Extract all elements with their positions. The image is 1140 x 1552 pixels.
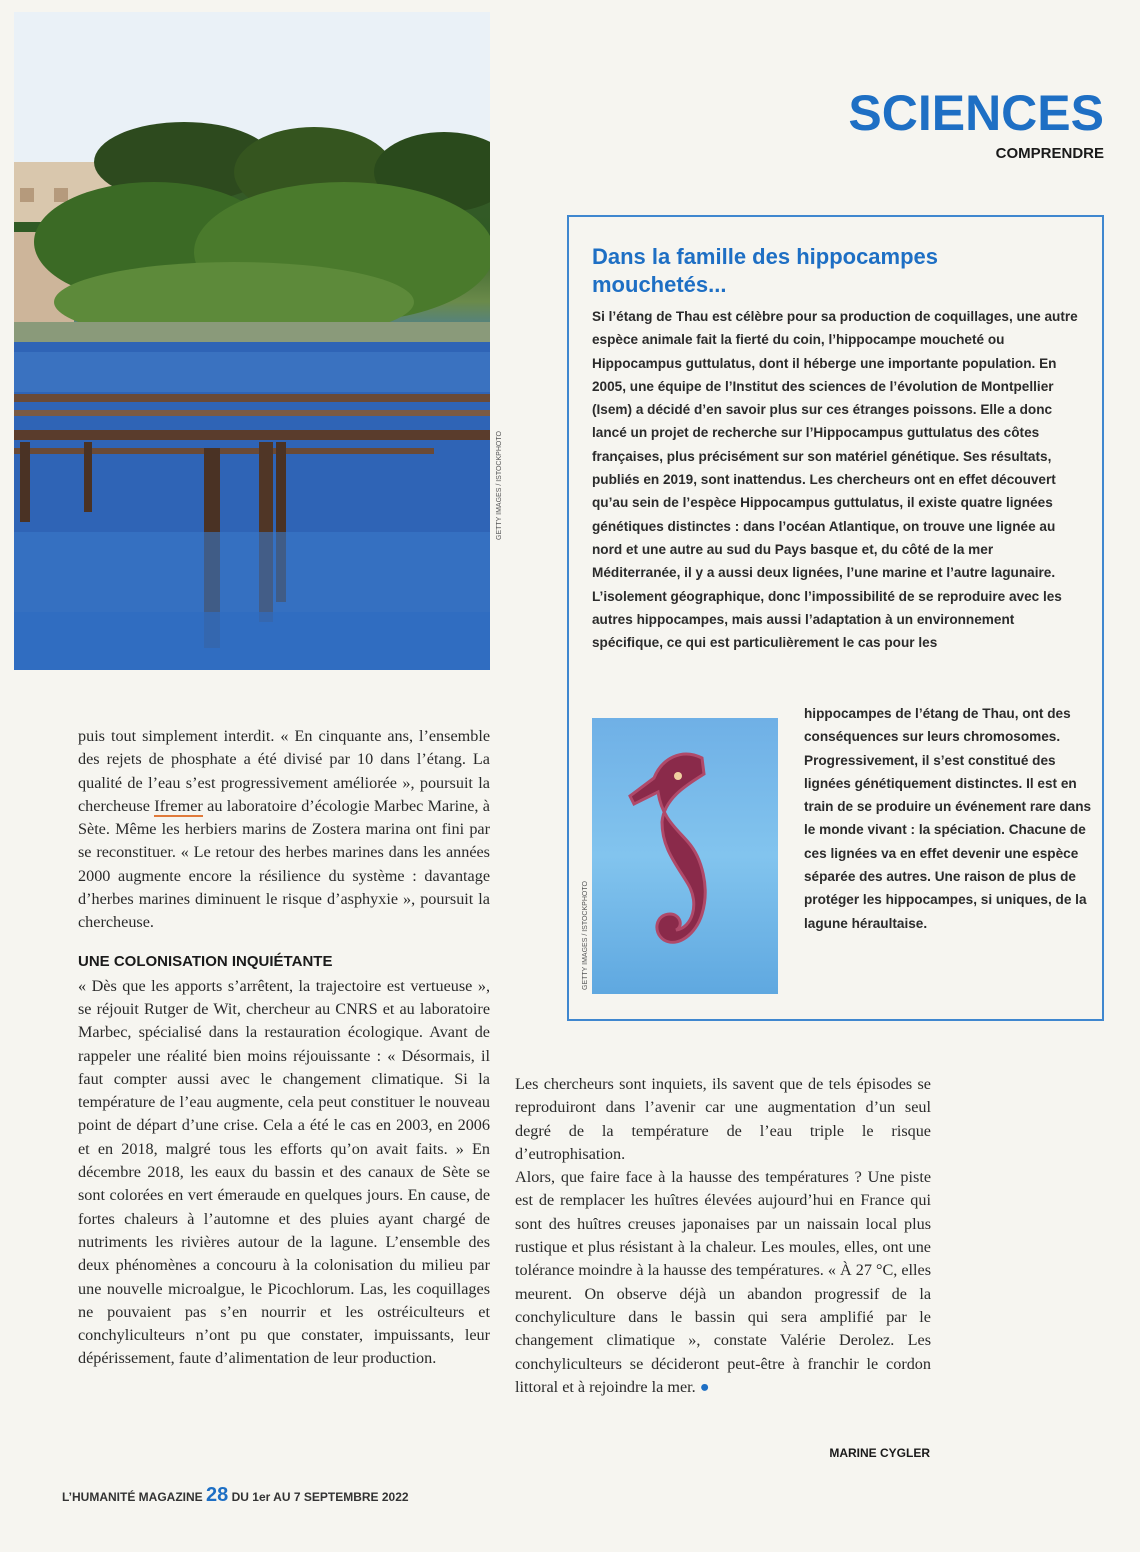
sidebar-body-continued: hippocampes de l’étang de Thau, ont des conséquences sur leurs chromosomes. Progressivement, il s’est constitué des lignées génétiquement distinctes. Il est en train de se produire un événement rare dans le monde vivant : la spéciation. Chacune de ces lignées va en effet devenir une espèce séparée des autres. Une raison de plus de protéger les hippocampes, si uniques, de la lagune héraultaise. — [804, 706, 1092, 931]
sidebar-body: Si l’étang de Thau est célèbre pour sa production de coquillages, une autre espèce animale fait la fierté du coin, l’hippocampe moucheté ou Hippocampus guttulatus, dont il héberge une importante population. En 2005, une équipe de l’Institut des sciences de l’évolution de Montpellier (Isem) a décidé d’en savoir plus sur ces étranges poissons. Elle a donc lancé un projet de recherche sur l’Hippocampus guttulatus des côtes françaises, plus précisément sur son matériel génétique. Ses résultats, publiés en 2019, sont inattendus. Les chercheurs ont en effet découvert qu’au sein de l’espèce Hippocampus guttulatus, il existe quatre lignées génétiques distinctes : dans l’océan Atlantique, on trouve une lignée au nord et une autre au sud du Pays basque et, du côté de la mer Méditerranée, il y a aussi deux lignées, l’une marine et l’autre lagunaire. L’isolement géographique, donc l’impossibilité de se reproduire avec les autres hippocampes, mais aussi l’adaptation à un environnement spécifique, ce qui est particulièrement le cas pour les — [592, 309, 1078, 651]
end-mark-icon: ● — [699, 1377, 710, 1396]
issue-date: DU 1er AU 7 SEPTEMBRE 2022 — [231, 1490, 409, 1504]
section-heading: UNE COLONISATION INQUIÉTANTE — [78, 952, 333, 970]
paragraph — [78, 725, 490, 935]
paragraph: « Dès que les apports s’arrêtent, la trajectoire est vertueuse », se réjouit Rutger de Wit, chercheur au CNRS et au laboratoire Marbec, spécialisé dans la restauration écologique. Avant de rappeler une réalité bien moins réjouissante : « Désormais, il faut compter aussi avec le changement climatique. Si la température de l’eau augmente, cela peut constituer le nouveau point de départ d’une crise. Cela a été le cas en 2003, en 2006 et en 2018, malgré tous les efforts qu’on avait faits. » En décembre 2018, les eaux du bassin et des canaux de Sète se sont colorées en vert émeraude en quelques jours. En cause, de fortes chaleurs à l’automne et des pluies ayant chargé de nutriments les rivières autour de la lagune. L’ensemble des deux phénomènes a concouru à la colonisation du milieu par une nouvelle microalgue, le Picochlorum. Las, les coquillages ne pouvaient pas s’en nourrir et les ostréiculteurs et conchyliculteurs n’ont pu que constater, impuissants, leur dépérissement, faute d’alimentation de leur production. — [78, 976, 490, 1368]
sidebar-title: Dans la famille des hippocampes mouchetés... — [592, 244, 939, 297]
paragraph — [515, 1166, 931, 1399]
section-title: SCIENCES — [848, 85, 1104, 141]
article-left-column — [78, 725, 490, 1371]
paragraph-text: Alors, que faire face à la hausse des températures ? Une piste est de remplacer les huîtres élevées aujourd’hui en France qui sont des huîtres creuses japonaises par un naissain local plus rustique et plus résistant à la chaleur. Les moules, elles, ont une tolérance moindre à la hausse des températures. « À 27 °C, elles meurent. On observe déjà un abandon progressif de la conchyliculture dans le bassin qui sera amplifié par le changement climatique », constate Valérie Derolez. Les conchyliculteurs se décideront peut-être à franchir le cordon littoral et à rejoindre la mer. — [515, 1168, 931, 1396]
paragraph-text: puis tout simplement interdit. « En cinquante ans, l’ensemble des rejets de phosphate a été divisé par 10 dans l’étang. La qualité de l’eau s’est progressivement améliorée », poursuit la chercheuse — [78, 727, 490, 815]
ifremer-link: Ifremer — [154, 796, 203, 815]
page-number: 28 — [206, 1484, 229, 1506]
seahorse-photo-credit: GETTY IMAGES / ISTOCKPHOTO — [582, 881, 589, 990]
author-byline: MARINE CYGLER — [829, 1446, 930, 1460]
section-subtitle: COMPRENDRE — [995, 145, 1104, 162]
article-right-column — [515, 1073, 931, 1399]
magazine-name: L’HUMANITÉ MAGAZINE — [62, 1490, 203, 1504]
seahorse-photo — [592, 718, 778, 994]
paragraph-text: au laboratoire d’écologie Marbec Marine, à Sète. Même les herbiers marins de Zostera marina ont fini par se reconstituer. « Le retour des herbes marines dans les années 2000 augmente encore la résilience du système : davantage d’herbes marines diminuent le risque d’asphyxie », poursuit la chercheuse. — [78, 796, 490, 932]
paragraph: Les chercheurs sont inquiets, ils savent que de tels épisodes se reproduiront dans l’avenir car une augmentation d’un seul degré de la température de l’eau triple le risque d’eutrophisation. — [515, 1075, 931, 1163]
photo-credit: GETTY IMAGES / ISTOCKPHOTO — [496, 431, 503, 540]
lagoon-photo — [14, 12, 490, 670]
page-footer — [62, 1484, 409, 1507]
